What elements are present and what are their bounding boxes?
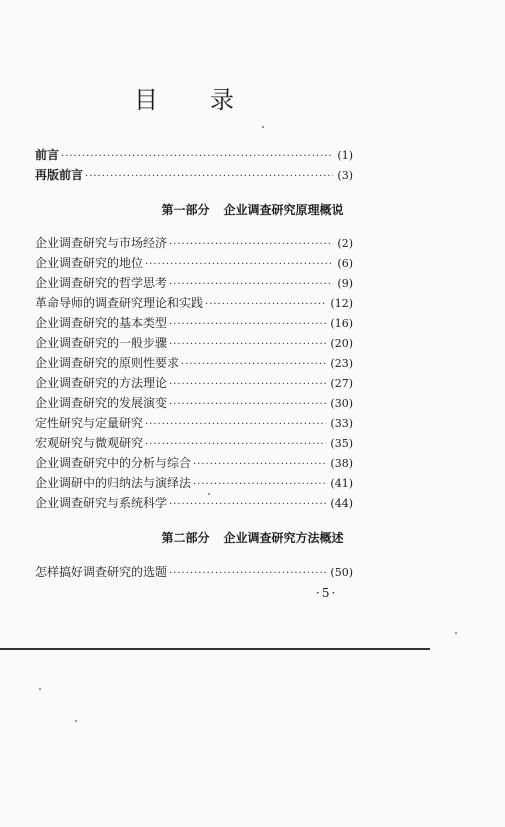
scan-speck — [75, 720, 77, 722]
toc-entry-second-preface — [35, 166, 353, 184]
dot-leader — [193, 479, 326, 490]
toc-entry — [35, 374, 353, 392]
toc-entry-label: 企业调查研究的方法理论 — [35, 376, 168, 390]
toc-entry — [35, 414, 353, 432]
toc-entry — [35, 334, 353, 352]
dot-leader — [145, 439, 326, 450]
page-number: ·5· — [316, 586, 338, 600]
toc-entry-label: 宏观研究与微观研究 — [35, 436, 144, 450]
toc-entry — [35, 274, 353, 292]
toc-page-number: (33) — [330, 417, 353, 430]
part-1-heading — [0, 201, 505, 218]
toc-page-number: (44) — [330, 497, 353, 510]
dot-leader — [169, 379, 326, 390]
toc-entry-label: 定性研究与定量研究 — [35, 416, 144, 430]
dot-leader — [193, 459, 326, 470]
toc-page-number: (6) — [337, 257, 353, 270]
dot-leader — [169, 399, 326, 410]
toc-entry — [35, 563, 353, 581]
toc-entry-label: 企业调查研究与市场经济 — [35, 236, 168, 250]
dot-leader — [205, 299, 326, 310]
scan-speck — [39, 688, 41, 690]
toc-entry-label: 企业调查研究中的分析与综合 — [35, 456, 192, 470]
toc-page-number: (41) — [330, 477, 353, 490]
part-2-heading — [0, 529, 505, 546]
toc-page-number: (2) — [337, 237, 353, 250]
dot-leader — [169, 339, 326, 350]
dot-leader — [169, 239, 333, 250]
toc-page-number: (27) — [330, 377, 353, 390]
toc-entry — [35, 394, 353, 412]
toc-entry — [35, 474, 353, 492]
dot-leader — [181, 359, 326, 370]
toc-entry-label: 企业调查研究的原则性要求 — [35, 356, 180, 370]
toc-page-number: (16) — [330, 317, 353, 330]
toc-entry — [35, 434, 353, 452]
part-number: 第一部分 — [161, 203, 210, 217]
dot-leader — [85, 171, 333, 182]
dot-leader — [169, 279, 333, 290]
scan-speck — [208, 493, 210, 495]
dot-leader — [169, 319, 326, 330]
toc-page-number: (50) — [330, 566, 353, 579]
toc-page-number: (3) — [337, 169, 353, 182]
toc-page-number: (9) — [337, 277, 353, 290]
toc-page-number: (1) — [337, 149, 353, 162]
toc-entry — [35, 314, 353, 332]
toc-entry-label: 前言 — [35, 148, 60, 162]
title-char-1: 目 — [134, 86, 158, 114]
toc-entry-label: 再版前言 — [35, 168, 84, 182]
toc-entry — [35, 254, 353, 272]
toc-entry — [35, 454, 353, 472]
dot-leader — [145, 259, 333, 270]
toc-entry — [35, 494, 353, 512]
part-title: 企业调查研究原理概说 — [223, 203, 344, 217]
toc-page-number: (20) — [330, 337, 353, 350]
part-title: 企业调查研究方法概述 — [223, 531, 344, 545]
toc-entry — [35, 234, 353, 252]
toc-entry-label: 企业调查研究的哲学思考 — [35, 276, 168, 290]
toc-page-number: (12) — [330, 297, 353, 310]
toc-entry-label: 企业调查研究的发展演变 — [35, 396, 168, 410]
page-title — [134, 80, 234, 115]
toc-page-number: (38) — [330, 457, 353, 470]
dot-leader — [145, 419, 326, 430]
page-edge-rule — [0, 648, 430, 650]
dot-leader — [61, 151, 333, 162]
dot-leader — [169, 499, 326, 510]
toc-entry-label: 企业调查研究的地位 — [35, 256, 144, 270]
toc-entry-label: 企业调研中的归纳法与演绎法 — [35, 476, 192, 490]
toc-page-number: (35) — [330, 437, 353, 450]
dot-leader — [169, 568, 326, 579]
scan-speck — [262, 126, 264, 128]
toc-entry-label: 企业调查研究与系统科学 — [35, 496, 168, 510]
toc-entry — [35, 294, 353, 312]
toc-entry-label: 怎样搞好调查研究的选题 — [35, 565, 168, 579]
toc-entry-label: 企业调查研究的基本类型 — [35, 316, 168, 330]
scan-speck — [455, 632, 457, 634]
toc-entry-preface — [35, 146, 353, 164]
part-number: 第二部分 — [161, 531, 210, 545]
toc-page-number: (23) — [330, 357, 353, 370]
toc-entry — [35, 354, 353, 372]
title-char-2: 录 — [210, 86, 234, 114]
toc-page-number: (30) — [330, 397, 353, 410]
toc-entry-label: 革命导师的调查研究理论和实践 — [35, 296, 204, 310]
toc-entry-label: 企业调查研究的一般步骤 — [35, 336, 168, 350]
